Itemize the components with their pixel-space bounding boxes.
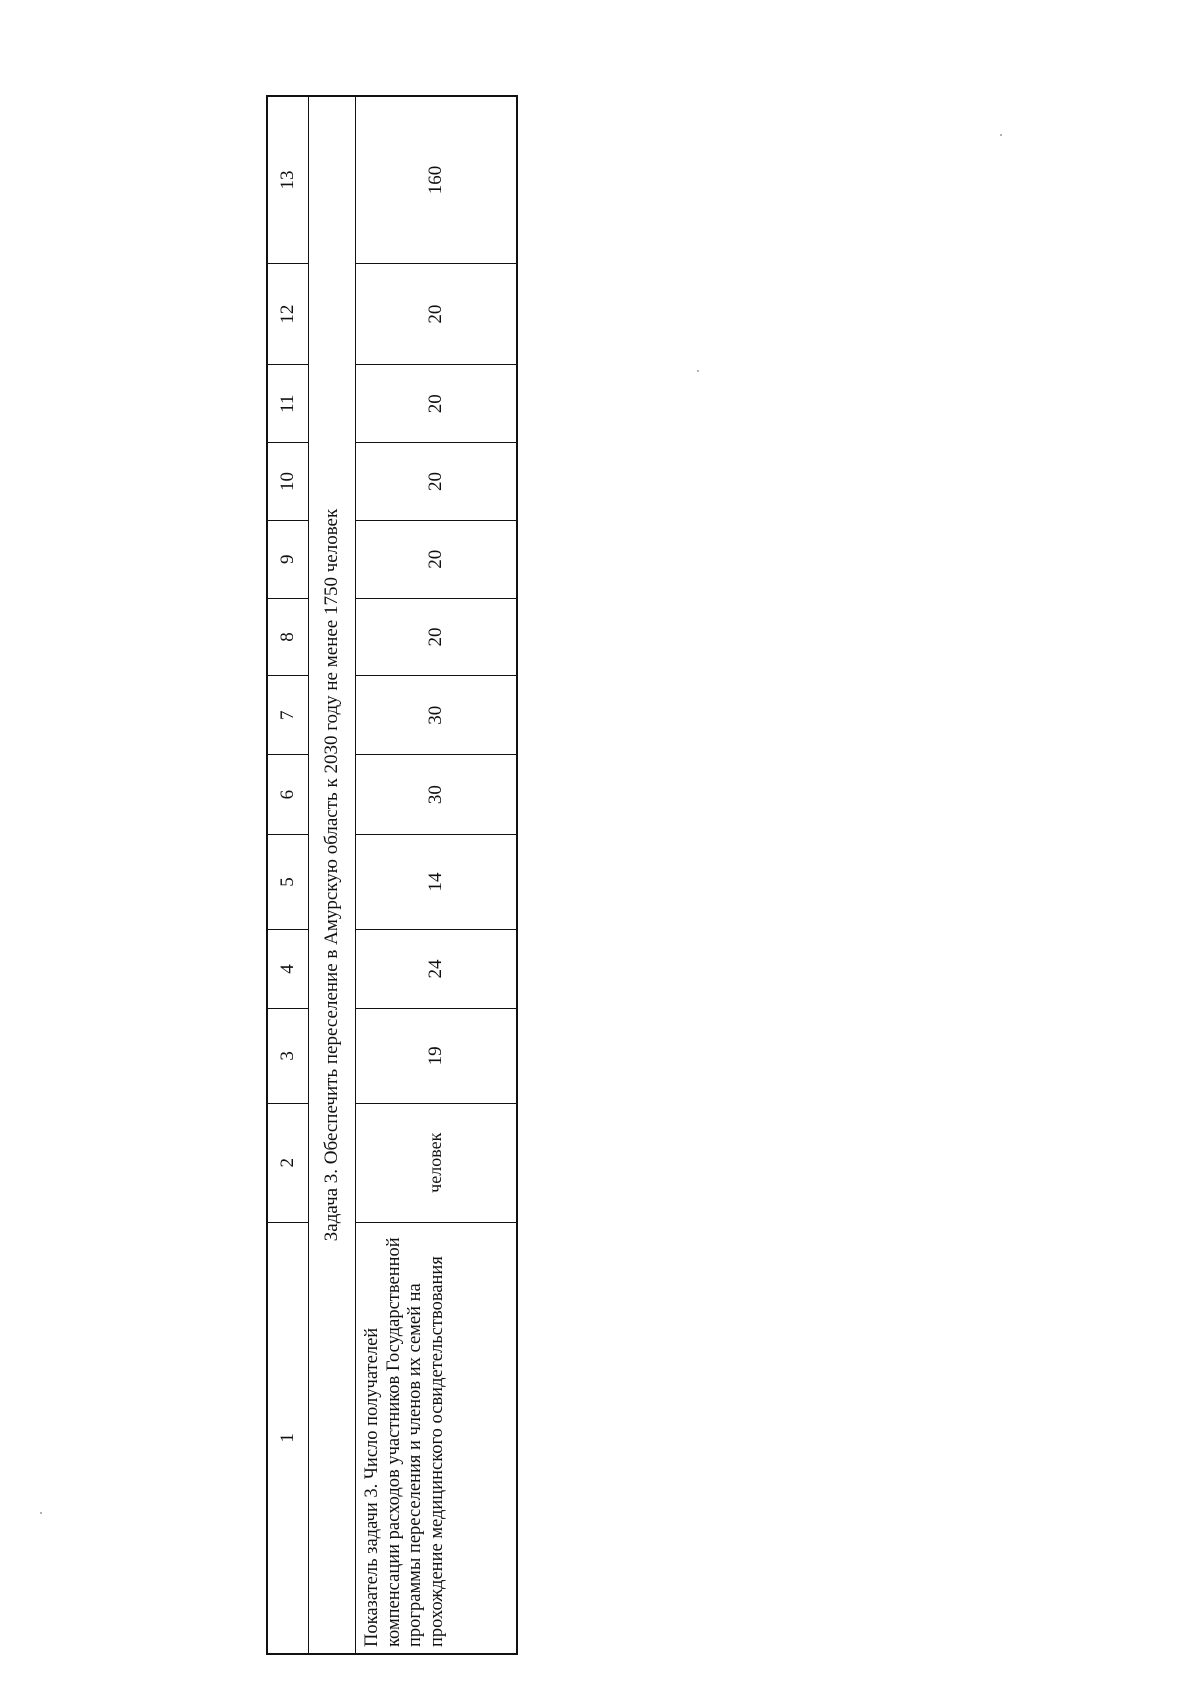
task-row — [309, 96, 356, 1654]
unit-of-measure: человек — [356, 1103, 518, 1222]
task-title: Задача 3. Обеспечить переселение в Амурскую область к 2030 году не менее 1750 человек — [309, 96, 356, 1654]
scan-speck — [40, 1512, 42, 1514]
indicators-table — [266, 95, 518, 1655]
column-number: 10 — [267, 443, 309, 521]
column-number: 6 — [267, 755, 309, 835]
total-value-cell: 160 — [356, 96, 518, 263]
indicator-name: Показатель задачи 3. Число получателей компенсации расходов участников Государственной программы переселения и членов их семей на прохождение медицинского освидетельствования — [356, 1222, 518, 1654]
value-cell: 20 — [356, 598, 518, 676]
column-number: 7 — [267, 676, 309, 755]
value-cell: 14 — [356, 835, 518, 930]
value-cell: 20 — [356, 443, 518, 521]
value-cell: 20 — [356, 263, 518, 364]
column-number: 11 — [267, 365, 309, 443]
column-number: 5 — [267, 835, 309, 930]
scan-speck — [697, 370, 699, 372]
column-number-row — [267, 96, 309, 1654]
column-number: 12 — [267, 263, 309, 364]
value-cell: 19 — [356, 1008, 518, 1103]
rotated-page-content — [266, 95, 506, 1655]
column-number: 1 — [267, 1222, 309, 1654]
value-cell: 20 — [356, 520, 518, 598]
column-number: 8 — [267, 598, 309, 676]
value-cell: 24 — [356, 930, 518, 1009]
column-number: 9 — [267, 520, 309, 598]
value-cell: 20 — [356, 365, 518, 443]
column-number: 2 — [267, 1103, 309, 1222]
table-row — [356, 96, 518, 1654]
scan-speck — [1000, 134, 1002, 136]
value-cell: 30 — [356, 755, 518, 835]
column-number: 3 — [267, 1008, 309, 1103]
column-number: 4 — [267, 930, 309, 1009]
column-number: 13 — [267, 96, 309, 263]
value-cell: 30 — [356, 676, 518, 755]
